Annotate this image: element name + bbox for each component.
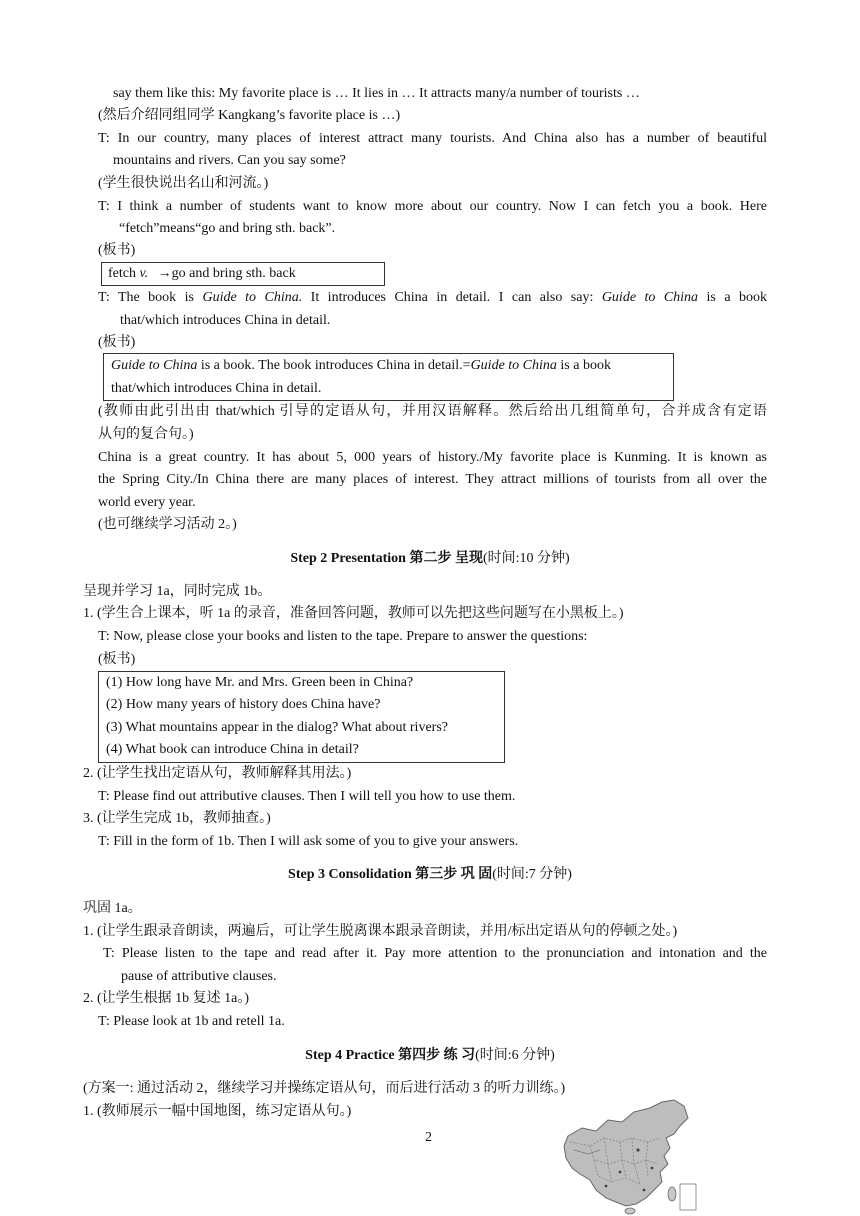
step-heading: Step 2 Presentation 第二步 呈现(时间:10 分钟) <box>290 551 570 566</box>
step-heading: Step 3 Consolidation 第三步 巩 固(时间:7 分钟) <box>288 867 572 882</box>
china-map-image <box>560 1098 700 1216</box>
step-heading: Step 4 Practice 第四步 练 习(时间:6 分钟) <box>305 1048 555 1063</box>
definition: go and bring sth. back <box>171 266 296 281</box>
text-line: 巩固 1a。 <box>83 901 142 916</box>
board-box-questions <box>98 671 505 763</box>
board-label: (板书) <box>98 335 136 350</box>
text-line: T: Fill in the form of 1b. Then I will ask some of you to give your answers. <box>98 834 519 849</box>
question: (3) What mountains appear in the dialog? What about rivers? <box>106 720 448 735</box>
board-box-guide <box>103 353 674 401</box>
text-line: T: In our country, many places of interest attract many tourists. And China also has a number of beautiful <box>98 131 767 146</box>
text-line: (也可继续学习活动 2。) <box>98 517 237 532</box>
text-line: (教师由此引出由 that/which 引导的定语从句，并用汉语解释。然后给出几组简单句，合并成含有定语 <box>98 404 767 419</box>
text-line: 1. (让学生跟录音朗读，两遍后，可让学生脱离课本跟录音朗读，并用/标出定语从句的停顿之处。) <box>83 924 678 939</box>
page-number: 2 <box>425 1130 432 1145</box>
text-line: T: Please find out attributive clauses. Then I will tell you how to use them. <box>98 789 516 804</box>
board-text: that/which introduces China in detail. <box>111 381 322 396</box>
text-line: 2. (让学生找出定语从句，教师解释其用法。) <box>83 766 352 781</box>
text-line: mountains and rivers. Can you say some? <box>113 153 346 168</box>
text-line: 从句的复合句。) <box>98 427 194 442</box>
question: (2) How many years of history does China have? <box>106 697 381 712</box>
part-of-speech: v. <box>139 266 149 281</box>
text-line: say them like this: My favorite place is … It lies in … It attracts many/a number of tourists … <box>113 86 640 101</box>
board-text: Guide to China is a book. The book introduces China in detail.=Guide to China is a book <box>111 358 611 373</box>
board-label: (板书) <box>98 652 136 667</box>
board-text <box>108 264 296 284</box>
text-line: pause of attributive clauses. <box>121 969 277 984</box>
text-line: (学生很快说出名山和河流。) <box>98 176 269 191</box>
question: (1) How long have Mr. and Mrs. Green been in China? <box>106 675 414 690</box>
text-line: that/which introduces China in detail. <box>120 313 331 328</box>
text-line: China is a great country. It has about 5, 000 years of history./My favorite place is Kunming. It is known as <box>98 450 767 465</box>
text-line: T: The book is Guide to China. It introduces China in detail. I can also say: Guide to China is a book <box>98 290 768 305</box>
text-line: (然后介绍同组同学 Kangkang’s favorite place is …) <box>98 108 401 123</box>
text-line: 2. (让学生根据 1b 复述 1a。) <box>83 991 250 1006</box>
text-line: (方案一: 通过活动 2，继续学习并操练定语从句，而后进行活动 3 的听力训练。) <box>83 1081 566 1096</box>
text-line: “fetch”means“go and bring sth. back”. <box>119 221 336 236</box>
arrow-icon: → <box>157 266 172 281</box>
board-box-fetch <box>101 262 385 286</box>
text-line: 1. (学生合上课本，听 1a 的录音，准备回答问题，教师可以先把这些问题写在小黑板上。) <box>83 606 624 621</box>
word: fetch <box>108 266 136 281</box>
text-line: 3. (让学生完成 1b，教师抽查。) <box>83 811 271 826</box>
question: (4) What book can introduce China in detail? <box>106 742 359 757</box>
text-line: T: I think a number of students want to know more about our country. Now I can fetch you a book. Here <box>98 199 767 214</box>
text-line: world every year. <box>98 495 196 510</box>
text-line: the Spring City./In China there are many places of interest. They attract millions of tourists from all over the <box>98 472 767 487</box>
board-label: (板书) <box>98 243 136 258</box>
text-line: T: Now, please close your books and listen to the tape. Prepare to answer the questions: <box>98 629 588 644</box>
text-line: T: Please look at 1b and retell 1a. <box>98 1014 285 1029</box>
text-line: T: Please listen to the tape and read after it. Pay more attention to the pronunciation and intonation and the <box>103 946 767 961</box>
text-line: 呈现并学习 1a，同时完成 1b。 <box>83 584 272 599</box>
text-line: 1. (教师展示一幅中国地图，练习定语从句。) <box>83 1104 352 1119</box>
